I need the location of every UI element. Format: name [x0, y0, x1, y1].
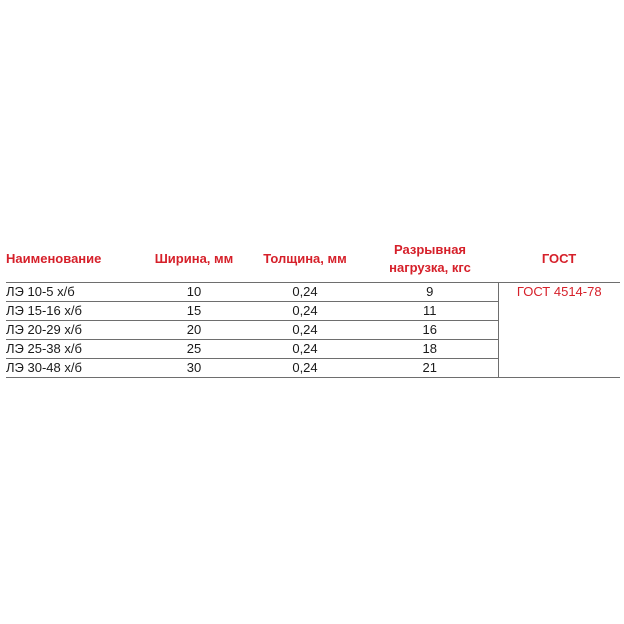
spec-table [6, 236, 620, 378]
cell-name: ЛЭ 25-38 х/б [6, 340, 140, 359]
header-breaking-load-line2: нагрузка, кгс [389, 260, 471, 275]
cell-width: 30 [140, 359, 248, 378]
cell-load: 18 [362, 340, 498, 359]
cell-load: 9 [362, 283, 498, 302]
cell-name: ЛЭ 20-29 х/б [6, 321, 140, 340]
cell-width: 15 [140, 302, 248, 321]
header-breaking-load-line1: Разрывная [393, 242, 467, 257]
cell-thickness: 0,24 [248, 283, 362, 302]
cell-thickness: 0,24 [248, 340, 362, 359]
header-width: Ширина, мм [140, 236, 248, 283]
cell-load: 11 [362, 302, 498, 321]
cell-gost: ГОСТ 4514-78 [498, 283, 620, 378]
cell-load: 16 [362, 321, 498, 340]
cell-width: 10 [140, 283, 248, 302]
header-row [6, 236, 620, 283]
header-breaking-load [362, 236, 498, 283]
cell-width: 20 [140, 321, 248, 340]
cell-width: 25 [140, 340, 248, 359]
header-gost: ГОСТ [498, 236, 620, 283]
cell-thickness: 0,24 [248, 302, 362, 321]
cell-name: ЛЭ 30-48 х/б [6, 359, 140, 378]
cell-name: ЛЭ 10-5 х/б [6, 283, 140, 302]
table-body [6, 283, 620, 378]
cell-load: 21 [362, 359, 498, 378]
cell-thickness: 0,24 [248, 359, 362, 378]
table-header [6, 236, 620, 283]
cell-name: ЛЭ 15-16 х/б [6, 302, 140, 321]
table-row [6, 283, 620, 302]
header-thickness: Толщина, мм [248, 236, 362, 283]
cell-thickness: 0,24 [248, 321, 362, 340]
header-name: Наименование [6, 236, 140, 283]
